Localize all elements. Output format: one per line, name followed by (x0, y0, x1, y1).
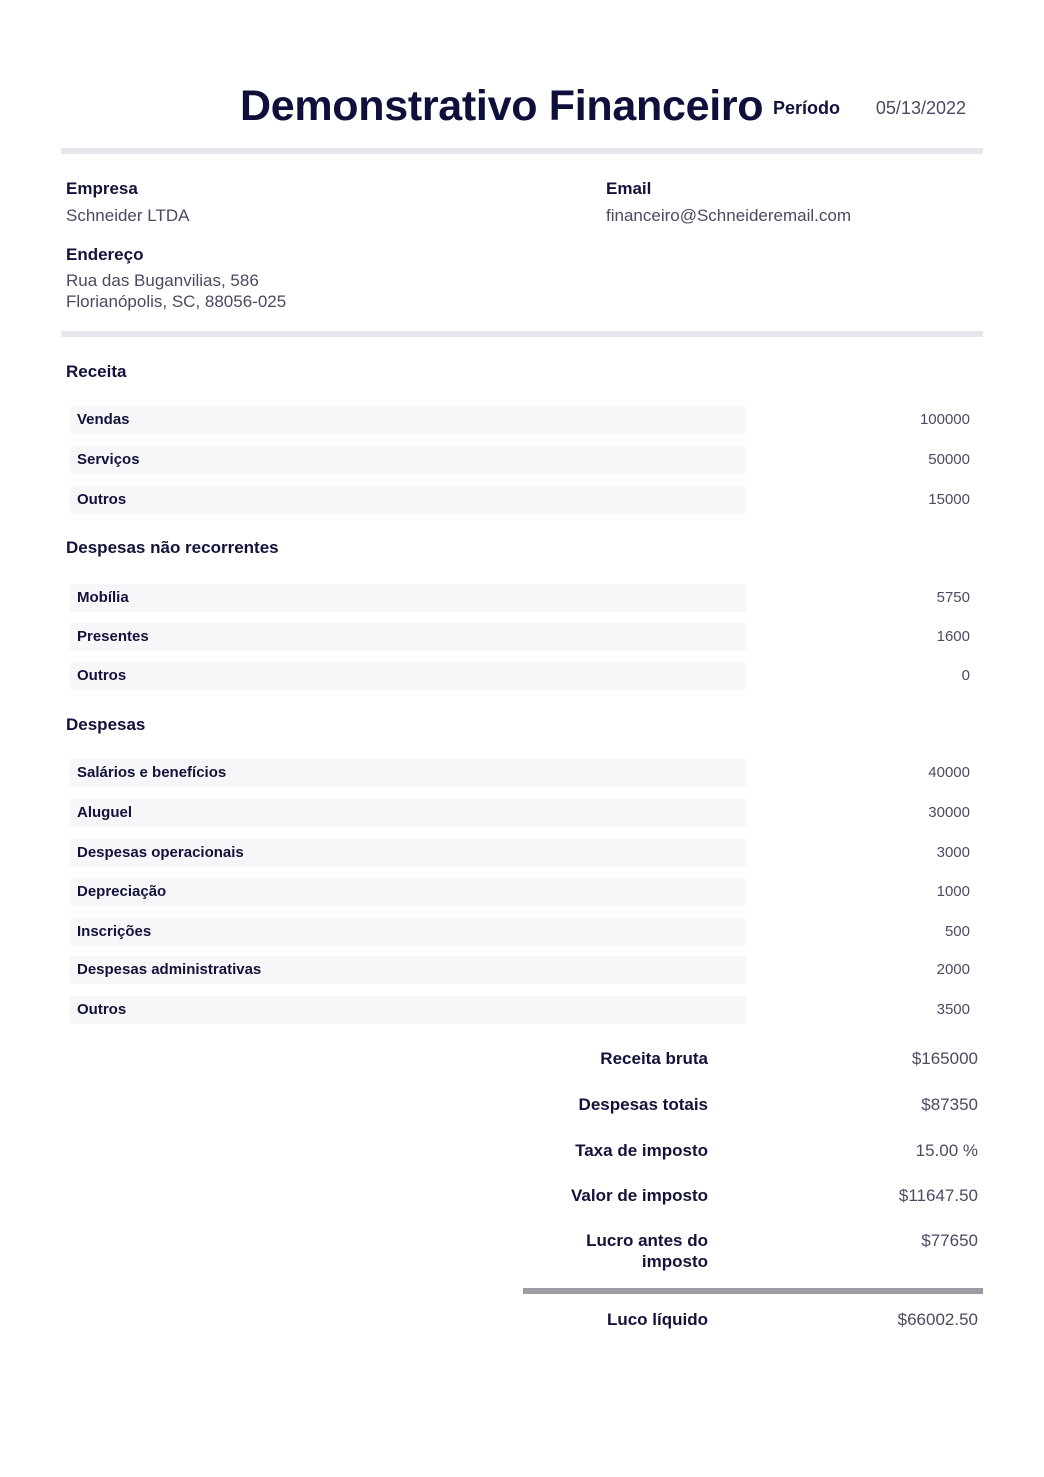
company-value: Schneider LTDA (66, 206, 190, 225)
address-line-1: Rua das Buganvilias, 586 (66, 271, 259, 290)
tax-rate-value: 15.00 % (915, 1141, 978, 1160)
row-label: Despesas operacionais (70, 839, 746, 867)
row-value: 1000 (936, 883, 970, 900)
row-label: Aluguel (70, 799, 746, 827)
period-value: 05/13/2022 (875, 98, 966, 118)
row-value: 15000 (928, 491, 970, 508)
row-value: 40000 (928, 764, 970, 781)
table-row (70, 623, 977, 651)
row-label: Outros (70, 486, 746, 514)
pretax-profit-label-line-2: imposto (641, 1252, 708, 1271)
table-row (70, 996, 977, 1024)
row-label: Despesas administrativas (70, 956, 746, 984)
revenue-section-title: Receita (66, 362, 127, 381)
table-row (70, 406, 977, 434)
table-row (70, 759, 977, 787)
table-row (70, 839, 977, 867)
net-profit-divider (523, 1288, 983, 1294)
row-value: 500 (944, 923, 970, 940)
period-label: Período (773, 98, 841, 118)
row-label: Mobília (70, 584, 746, 612)
header (61, 82, 983, 134)
row-label: Vendas (70, 406, 746, 434)
table-row (70, 799, 977, 827)
row-value: 1600 (936, 628, 970, 645)
tax-amount-label: Valor de imposto (571, 1186, 708, 1205)
row-label: Depreciação (70, 878, 746, 906)
row-value: 0 (961, 667, 970, 684)
row-value: 50000 (928, 451, 970, 468)
row-value: 100000 (919, 411, 970, 428)
row-value: 2000 (936, 961, 970, 978)
nonrecurring-section-title: Despesas não recorrentes (66, 538, 279, 557)
row-value: 3500 (936, 1001, 970, 1018)
table-row (70, 446, 977, 474)
table-row (70, 486, 977, 514)
total-expenses-value: $87350 (921, 1095, 978, 1114)
row-value: 3000 (936, 844, 970, 861)
tax-amount-value: $11647.50 (898, 1186, 978, 1205)
table-row (70, 662, 977, 690)
header-divider (61, 148, 983, 154)
total-expenses-label: Despesas totais (578, 1095, 708, 1114)
address-label: Endereço (66, 245, 144, 264)
row-label: Outros (70, 662, 746, 690)
table-row (70, 918, 977, 946)
pretax-profit-label-line-1: Lucro antes do (586, 1231, 708, 1250)
tax-rate-label: Taxa de imposto (575, 1141, 708, 1160)
info-divider (61, 331, 983, 337)
row-label: Serviços (70, 446, 746, 474)
row-label: Outros (70, 996, 746, 1024)
gross-revenue-label: Receita bruta (600, 1049, 708, 1068)
gross-revenue-value: $165000 (911, 1049, 978, 1068)
pretax-profit-value: $77650 (921, 1231, 978, 1250)
table-row (70, 956, 977, 984)
row-value: 30000 (928, 804, 970, 821)
table-row (70, 584, 977, 612)
company-label: Empresa (66, 179, 138, 198)
expenses-section-title: Despesas (66, 715, 146, 734)
row-label: Salários e benefícios (70, 759, 746, 787)
net-profit-value: $66002.50 (897, 1310, 978, 1329)
address-line-2: Florianópolis, SC, 88056-025 (66, 292, 287, 311)
page-title: Demonstrativo Financeiro (240, 82, 764, 130)
row-value: 5750 (936, 589, 970, 606)
email-label: Email (606, 179, 652, 198)
net-profit-label: Luco líquido (606, 1310, 708, 1329)
row-label: Presentes (70, 623, 746, 651)
email-value: financeiro@Schneideremail.com (606, 206, 851, 225)
table-row (70, 878, 977, 906)
row-label: Inscrições (70, 918, 746, 946)
